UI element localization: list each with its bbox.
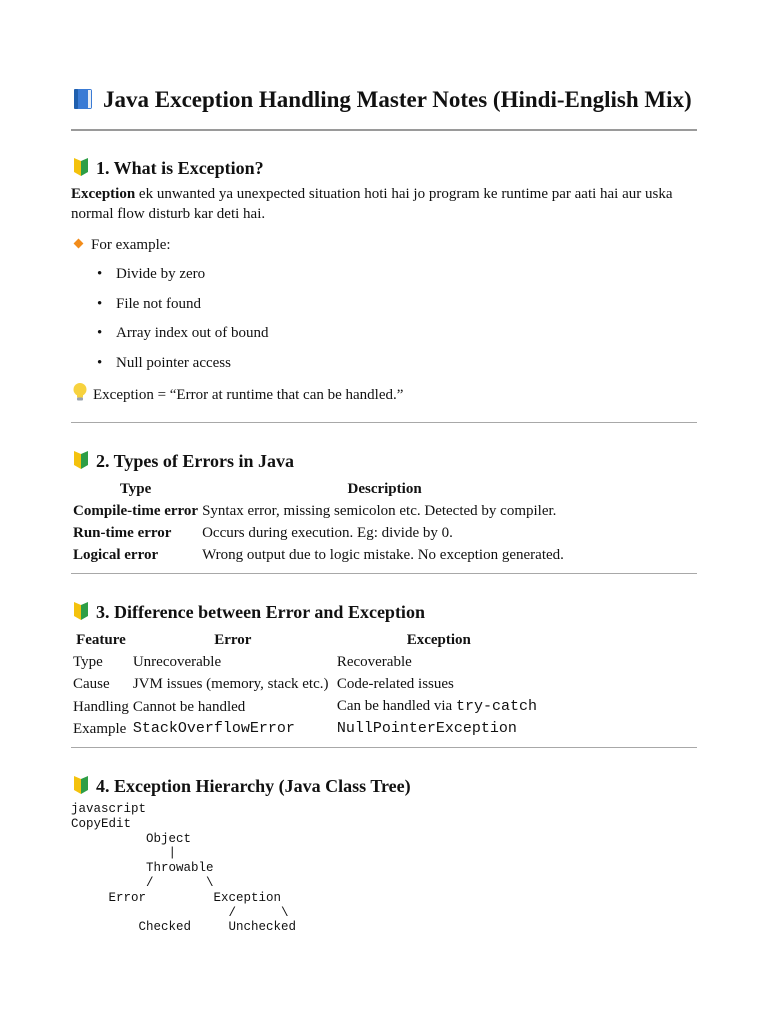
list-item-text: Array index out of bound (116, 325, 269, 341)
exception-cell (335, 695, 543, 718)
column-header-type: Type (119, 481, 152, 497)
example-label (71, 235, 171, 255)
error-cell: Cannot be handled (132, 698, 246, 715)
exception-cell-text: Can be handled via (336, 698, 456, 714)
list-item (97, 294, 201, 314)
table-row (71, 651, 543, 673)
feature-cell: Example (73, 721, 127, 737)
light-bulb-icon (71, 382, 89, 402)
error-cell: JVM issues (memory, stack etc.) (132, 676, 329, 692)
page-title-text: Java Exception Handling Master Notes (Hindi-English Mix) (103, 87, 692, 112)
example-label-text: For example: (91, 237, 171, 253)
beginner-badge-icon (71, 157, 91, 177)
section-2-heading-text: 2. Types of Errors in Java (96, 451, 295, 471)
table-row (71, 718, 543, 740)
error-description-cell: Occurs during execution. Eg: divide by 0. (202, 525, 453, 541)
column-header-description: Description (347, 481, 422, 497)
error-description-cell: Syntax error, missing semicolon etc. Detected by compiler. (202, 503, 557, 519)
exception-cell: Recoverable (336, 654, 412, 670)
list-item-text: Null pointer access (116, 355, 231, 371)
beginner-badge-icon (71, 775, 91, 795)
feature-cell: Type (73, 654, 103, 670)
exception-summary-line (71, 382, 403, 405)
list-item (97, 353, 231, 373)
section-3-heading-text: 3. Difference between Error and Exception (96, 602, 425, 622)
section-4-heading-text: 4. Exception Hierarchy (Java Class Tree) (96, 776, 411, 796)
list-item-text: Divide by zero (116, 266, 206, 282)
section-divider (71, 573, 697, 574)
exception-summary-text: Exception = “Error at runtime that can be handled.” (93, 387, 404, 403)
section-2-heading (71, 449, 294, 473)
bullet-icon: • (97, 355, 103, 371)
table-row (71, 522, 569, 544)
list-item (97, 264, 205, 284)
table-row (71, 500, 569, 522)
error-vs-exception-table (71, 630, 543, 740)
section-1-heading (71, 156, 264, 180)
error-types-table (71, 479, 569, 566)
exception-cell: NullPointerException (336, 720, 517, 737)
bullet-icon: • (97, 325, 103, 341)
bullet-icon: • (97, 266, 103, 282)
beginner-badge-icon (71, 601, 91, 621)
error-cell: StackOverflowError (132, 720, 295, 737)
column-header-exception: Exception (406, 632, 471, 648)
title-divider (71, 129, 697, 131)
column-header-feature: Feature (76, 632, 126, 648)
beginner-badge-icon (71, 450, 91, 470)
error-cell: Unrecoverable (132, 654, 222, 670)
section-1-heading-text: 1. What is Exception? (96, 158, 264, 178)
list-item (97, 323, 268, 343)
exception-definition-paragraph (71, 184, 697, 224)
page-title (71, 84, 697, 116)
table-header-row (71, 479, 569, 500)
error-description-cell: Wrong output due to logic mistake. No exception generated. (202, 547, 564, 563)
table-header-row (71, 630, 543, 651)
column-header-error: Error (214, 632, 252, 648)
table-row (71, 673, 543, 695)
inline-code: try-catch (455, 698, 537, 715)
feature-cell: Handling (73, 698, 129, 715)
table-row (71, 544, 569, 566)
exception-cell: Code-related issues (336, 676, 454, 692)
exception-description: ek unwanted ya unexpected situation hoti hai jo program ke runtime par aati hai aur uska normal flow disturb kar deti hai. (71, 186, 673, 222)
class-hierarchy-code-block: javascript CopyEdit Object | Throwable / \ Error Exception / \ Checked Unchecked (71, 802, 297, 935)
section-divider (71, 422, 697, 423)
bullet-icon: • (97, 296, 103, 312)
error-type-cell: Run-time error (73, 525, 172, 541)
table-row (71, 695, 543, 718)
section-3-heading (71, 600, 425, 624)
feature-cell: Cause (73, 676, 110, 692)
exception-term: Exception (71, 186, 136, 202)
list-item-text: File not found (116, 296, 201, 312)
error-type-cell: Compile-time error (73, 503, 199, 519)
orange-diamond-icon (74, 239, 84, 249)
error-type-cell: Logical error (73, 547, 159, 563)
section-4-heading (71, 774, 411, 798)
section-divider (71, 747, 697, 748)
blue-book-icon (71, 87, 95, 111)
